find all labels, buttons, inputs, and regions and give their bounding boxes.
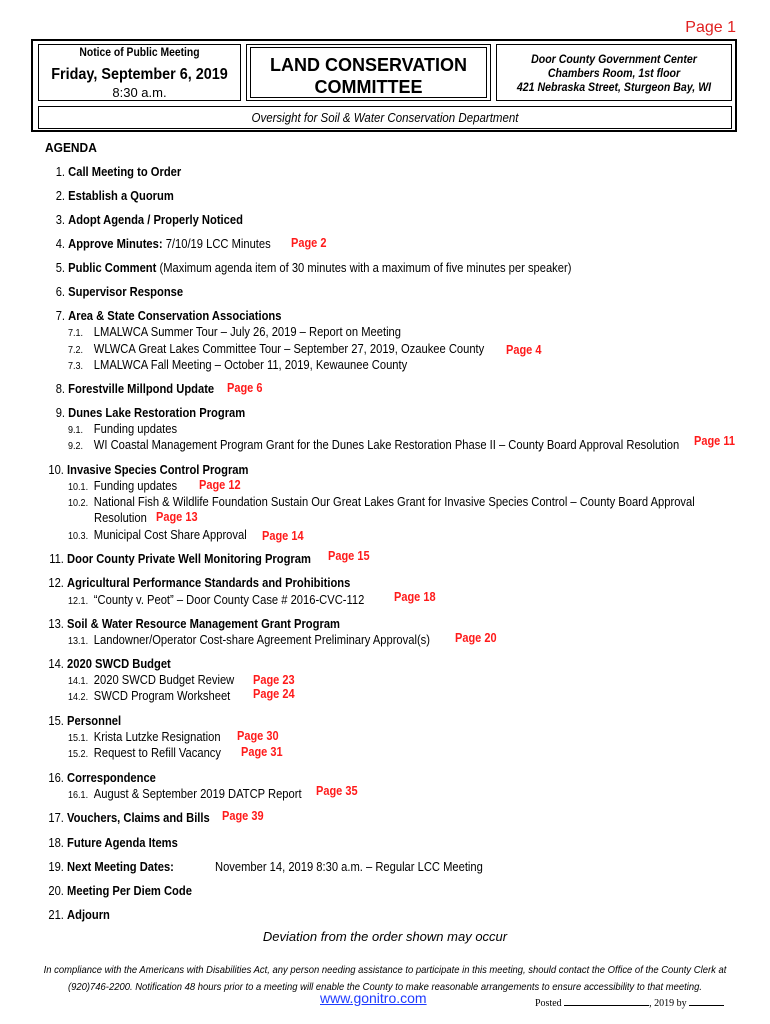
agenda-subitem xyxy=(68,478,177,493)
agenda-item-19 xyxy=(45,859,174,874)
item-title: Forestville Millpond Update xyxy=(68,381,215,396)
ada-notice-line2: (920)746-2200. Notification 48 hours prior to a meeting will enable the County to make reasonable arrangements to ensure accessibility to that meeting. xyxy=(67,981,703,993)
page-ref-link[interactable]: Page 18 xyxy=(394,590,436,604)
location-line3: 421 Nebraska Street, Sturgeon Bay, WI xyxy=(516,82,712,94)
item-title: Correspondence xyxy=(67,770,156,785)
deviation-note: Deviation from the order shown may occur xyxy=(262,929,508,944)
subitem-text: SWCD Program Worksheet xyxy=(93,688,231,703)
agenda-subitem xyxy=(68,745,221,760)
item-title: Vouchers, Claims and Bills xyxy=(67,810,210,825)
agenda-subitem-continued xyxy=(94,510,147,525)
item-number: 16. xyxy=(48,770,64,785)
posted-year-label: , 2019 by xyxy=(649,998,687,1009)
agenda-subitem xyxy=(68,688,230,703)
item-number: 1. xyxy=(55,164,66,179)
subitem-number: 14.1. xyxy=(68,675,89,687)
agenda-heading: AGENDA xyxy=(45,140,97,155)
agenda-item-16 xyxy=(45,770,156,785)
item-title: Adopt Agenda / Properly Noticed xyxy=(68,212,243,227)
posted-label: Posted xyxy=(535,998,562,1009)
agenda-subitem xyxy=(68,786,302,801)
agenda-item-10 xyxy=(45,462,248,477)
item-title: Door County Private Well Monitoring Program xyxy=(67,551,311,566)
subitem-number: 9.1. xyxy=(68,424,84,436)
page-ref-link[interactable]: Page 39 xyxy=(222,809,264,823)
subitem-text: Krista Lutzke Resignation xyxy=(93,729,221,744)
agenda-item-17 xyxy=(45,810,210,825)
item-title: Agricultural Performance Standards and Prohibitions xyxy=(67,575,351,590)
item-title: Adjourn xyxy=(67,907,110,922)
meeting-time: 8:30 a.m. xyxy=(112,85,167,100)
item-title: Personnel xyxy=(67,713,122,728)
meeting-date: Friday, September 6, 2019 xyxy=(51,66,228,83)
item-number: 3. xyxy=(55,212,66,227)
subitem-number: 13.1. xyxy=(68,635,89,647)
posted-by-blank xyxy=(689,995,724,1006)
item-title: Dunes Lake Restoration Program xyxy=(68,405,246,420)
page-ref-link[interactable]: Page 12 xyxy=(199,478,241,492)
item-title: Soil & Water Resource Management Grant Program xyxy=(67,616,340,631)
item-text: 7/10/19 LCC Minutes xyxy=(162,236,271,251)
agenda-item-11 xyxy=(45,551,311,566)
agenda-item-8 xyxy=(53,381,214,396)
header-subtitle: Oversight for Soil & Water Conservation Department xyxy=(251,111,519,125)
location-line2: Chambers Room, 1st floor xyxy=(547,68,681,80)
subitem-text: Funding updates xyxy=(93,421,178,436)
subitem-number: 7.1. xyxy=(68,327,84,339)
page-ref-link[interactable]: Page 14 xyxy=(262,529,304,543)
item-number: 10. xyxy=(48,462,64,477)
item-title: Area & State Conservation Associations xyxy=(68,308,282,323)
page-ref-link[interactable]: Page 31 xyxy=(241,745,283,759)
agenda-item-14 xyxy=(45,656,171,671)
item-number: 19. xyxy=(48,859,64,874)
item-number: 8. xyxy=(55,381,66,396)
item-number: 20. xyxy=(48,883,64,898)
subitem-text: Request to Refill Vacancy xyxy=(93,745,221,760)
page-number: Page 1 xyxy=(685,19,736,36)
item-title: Approve Minutes: xyxy=(68,236,163,251)
item-number: 9. xyxy=(55,405,66,420)
agenda-subitem xyxy=(68,729,221,744)
item-number: 15. xyxy=(48,713,64,728)
subitem-text: “County v. Peot” – Door County Case # 2016-CVC-112 xyxy=(93,592,365,607)
item-number: 2. xyxy=(55,188,66,203)
subitem-number: 10.3. xyxy=(68,530,89,542)
committee-title-line1: LAND CONSERVATION xyxy=(269,55,467,75)
item-title: Meeting Per Diem Code xyxy=(67,883,192,898)
agenda-item-6 xyxy=(53,284,183,299)
subitem-number: 15.2. xyxy=(68,748,89,760)
item-number: 18. xyxy=(48,835,64,850)
subitem-text: August & September 2019 DATCP Report xyxy=(93,786,302,801)
subitem-text: WLWCA Great Lakes Committee Tour – September 27, 2019, Ozaukee County xyxy=(93,341,485,356)
item-title: Supervisor Response xyxy=(68,284,184,299)
item-number: 12. xyxy=(48,575,64,590)
agenda-subitem xyxy=(68,437,679,452)
agenda-item-7 xyxy=(53,308,281,323)
page-ref-link[interactable]: Page 2 xyxy=(291,236,327,250)
agenda-subitem xyxy=(68,421,177,436)
subitem-number: 16.1. xyxy=(68,789,89,801)
agenda-subitem xyxy=(68,672,234,687)
location-line1: Door County Government Center xyxy=(531,54,697,66)
subitem-text: Landowner/Operator Cost-share Agreement Preliminary Approval(s) xyxy=(93,632,430,647)
subitem-number: 10.1. xyxy=(68,481,89,493)
ada-notice-line1: In compliance with the Americans with Disabilities Act, any person needing assistance to participate in this meeting, should contact the Office of the County Clerk at xyxy=(43,964,727,976)
item-number: 17. xyxy=(48,810,64,825)
subitem-text: National Fish & Wildlife Foundation Sustain Our Great Lakes Grant for Invasive Species Control – County Board Approval xyxy=(93,494,695,509)
page-ref-link[interactable]: Page 15 xyxy=(328,549,370,563)
committee-title xyxy=(250,54,487,98)
notice-label: Notice of Public Meeting xyxy=(79,47,200,59)
posted-date-blank xyxy=(564,995,649,1006)
item-number: 6. xyxy=(55,284,66,299)
agenda-subitem xyxy=(68,494,695,509)
item-title: Establish a Quorum xyxy=(68,188,174,203)
agenda-item-12 xyxy=(45,575,350,590)
page-ref-link[interactable]: Page 24 xyxy=(253,687,295,701)
page-ref-link[interactable]: Page 30 xyxy=(237,729,279,743)
subitem-number: 14.2. xyxy=(68,691,89,703)
agenda-item-3 xyxy=(53,212,243,227)
agenda-item-13 xyxy=(45,616,340,631)
agenda-subitem xyxy=(68,592,364,607)
agenda-subitem xyxy=(68,341,484,356)
subitem-number: 7.3. xyxy=(68,360,84,372)
subitem-number: 7.2. xyxy=(68,344,84,356)
page-ref-link[interactable]: Page 11 xyxy=(694,434,735,448)
page-ref-link[interactable]: Page 4 xyxy=(506,343,542,357)
page-ref-link[interactable]: Page 13 xyxy=(156,510,198,524)
agenda-item-18 xyxy=(45,835,178,850)
subitem-number: 15.1. xyxy=(68,732,89,744)
item-title: Next Meeting Dates: xyxy=(67,859,174,874)
item-number: 21. xyxy=(48,907,64,922)
item-text: (Maximum agenda item of 30 minutes with a maximum of five minutes per speaker) xyxy=(156,260,572,275)
agenda-item-9 xyxy=(53,405,245,420)
subitem-number: 10.2. xyxy=(68,497,89,509)
agenda-item-15 xyxy=(45,713,121,728)
page-ref-link[interactable]: Page 6 xyxy=(227,381,263,395)
item-number: 4. xyxy=(55,236,66,251)
item-title: Public Comment xyxy=(68,260,157,275)
item-number: 14. xyxy=(48,656,64,671)
next-meeting-date: November 14, 2019 8:30 a.m. – Regular LCC Meeting xyxy=(215,859,483,874)
item-number: 5. xyxy=(55,260,66,275)
item-title: Invasive Species Control Program xyxy=(67,462,249,477)
page-ref-link[interactable]: Page 35 xyxy=(316,784,358,798)
agenda-subitem xyxy=(68,324,401,339)
footer-link[interactable]: www.gonitro.com xyxy=(320,990,427,1006)
page-ref-link[interactable]: Page 20 xyxy=(455,631,497,645)
item-title: 2020 SWCD Budget xyxy=(67,656,171,671)
agenda-subitem xyxy=(68,357,407,372)
subitem-text: LMALWCA Fall Meeting – October 11, 2019, Kewaunee County xyxy=(93,357,408,372)
subitem-text: Funding updates xyxy=(93,478,178,493)
committee-title-line2: COMMITTEE xyxy=(314,77,423,97)
posted-line xyxy=(535,995,724,1009)
page-ref-link[interactable]: Page 23 xyxy=(253,673,295,687)
agenda-subitem xyxy=(68,632,430,647)
subitem-text: Resolution xyxy=(94,510,147,525)
subitem-text: Municipal Cost Share Approval xyxy=(93,527,247,542)
item-title: Future Agenda Items xyxy=(67,835,178,850)
subitem-number: 9.2. xyxy=(68,440,84,452)
subitem-text: 2020 SWCD Budget Review xyxy=(93,672,235,687)
item-number: 7. xyxy=(55,308,66,323)
agenda-item-1 xyxy=(53,164,181,179)
subitem-number: 12.1. xyxy=(68,595,89,607)
agenda-item-5 xyxy=(53,260,571,275)
item-title: Call Meeting to Order xyxy=(68,164,182,179)
agenda-item-21 xyxy=(45,907,110,922)
subitem-text: LMALWCA Summer Tour – July 26, 2019 – Report on Meeting xyxy=(93,324,401,339)
subitem-text: WI Coastal Management Program Grant for the Dunes Lake Restoration Phase II – County Board Approval Resolution xyxy=(93,437,680,452)
agenda-item-2 xyxy=(53,188,174,203)
agenda-item-20 xyxy=(45,883,192,898)
agenda-subitem xyxy=(68,527,247,542)
item-number: 11. xyxy=(49,551,64,566)
agenda-item-4 xyxy=(53,236,271,251)
item-number: 13. xyxy=(48,616,64,631)
meeting-location xyxy=(505,53,722,95)
